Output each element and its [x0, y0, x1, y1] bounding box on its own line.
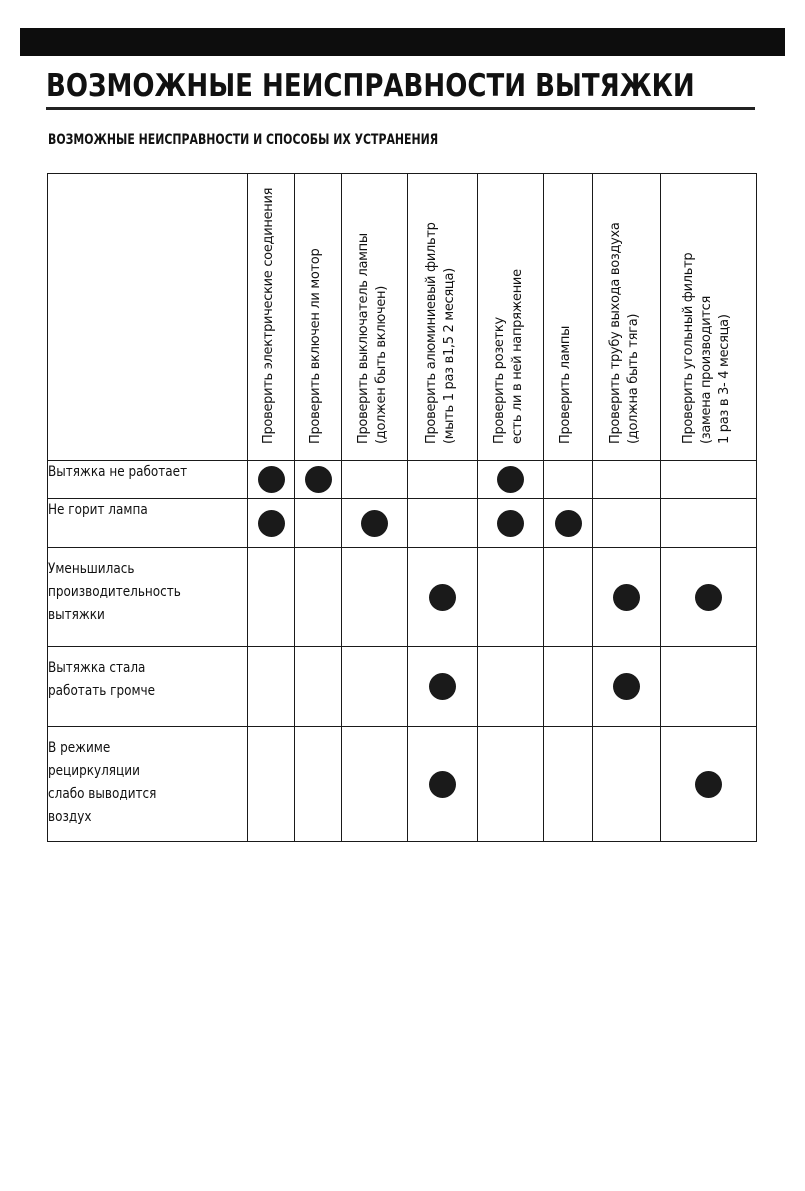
column-header-line: (должен быть включен): [373, 285, 389, 444]
column-header-line: (должна быть тяга): [625, 313, 641, 444]
column-header-7: [593, 174, 661, 461]
check-cell: [593, 499, 661, 548]
filled-circle-icon: [695, 584, 722, 611]
filled-circle-icon: [613, 673, 640, 700]
table-row: [48, 727, 757, 842]
title-underline: [46, 107, 755, 110]
column-header-line: (замена производится: [698, 295, 714, 444]
check-cell: [342, 499, 408, 548]
check-cell: [544, 647, 593, 727]
table-row: [48, 647, 757, 727]
check-cell: [295, 461, 342, 499]
check-cell: [248, 647, 295, 727]
column-header-text: [680, 253, 734, 444]
column-header-text: [355, 233, 391, 444]
column-header-line: (мыть 1 раз в1,5 2 месяца): [441, 268, 457, 444]
column-header-text: [307, 249, 325, 444]
table-header-row: [48, 174, 757, 461]
check-cell: [408, 499, 478, 548]
filled-circle-icon: [305, 466, 332, 493]
check-cell: [248, 461, 295, 499]
check-cell: [408, 461, 478, 499]
check-cell: [593, 461, 661, 499]
check-cell: [544, 499, 593, 548]
column-header-line: Проверить алюминиевый фильтр: [423, 222, 439, 444]
check-cell: [295, 499, 342, 548]
troubleshooting-table: [47, 173, 757, 842]
problem-label-cell: [48, 727, 248, 842]
column-header-line: Проверить розетку: [491, 317, 507, 444]
column-header-6: [544, 174, 593, 461]
column-header-3: [342, 174, 408, 461]
check-cell: [661, 499, 757, 548]
check-cell: [593, 727, 661, 842]
check-cell: [661, 647, 757, 727]
column-header-line: Проверить выключатель лампы: [355, 233, 371, 444]
filled-circle-icon: [497, 510, 524, 537]
check-cell: [295, 548, 342, 647]
check-cell: [295, 727, 342, 842]
check-cell: [248, 727, 295, 842]
check-cell: [342, 461, 408, 499]
table-row: [48, 499, 757, 548]
table-row: [48, 548, 757, 647]
filled-circle-icon: [429, 771, 456, 798]
column-header-text: [491, 269, 527, 444]
problem-label: Не горит лампа: [48, 502, 148, 518]
section-subtitle: ВОЗМОЖНЫЕ НЕИСПРАВНОСТИ И СПОСОБЫ ИХ УСТРАНЕНИЯ: [48, 132, 439, 148]
filled-circle-icon: [258, 510, 285, 537]
column-header-line: Проверить угольный фильтр: [680, 252, 696, 444]
check-cell: [342, 548, 408, 647]
filled-circle-icon: [613, 584, 640, 611]
filled-circle-icon: [361, 510, 388, 537]
check-cell: [342, 727, 408, 842]
check-cell: [478, 727, 544, 842]
filled-circle-icon: [497, 466, 524, 493]
check-cell: [478, 461, 544, 499]
column-header-line: 1 раз в 3- 4 месяца): [716, 314, 732, 444]
check-cell: [478, 647, 544, 727]
column-header-1: [248, 174, 295, 461]
check-cell: [408, 647, 478, 727]
filled-circle-icon: [429, 584, 456, 611]
column-header-text: [423, 222, 459, 444]
filled-circle-icon: [555, 510, 582, 537]
problem-label: В режиме рециркуляции слабо выводится воздух: [48, 740, 157, 825]
table-row: [48, 461, 757, 499]
column-header-2: [295, 174, 342, 461]
column-header-line: Проверить включен ли мотор: [308, 248, 323, 444]
check-cell: [593, 548, 661, 647]
column-header-line: Проверить лампы: [558, 325, 573, 444]
check-cell: [408, 548, 478, 647]
column-header-5: [478, 174, 544, 461]
check-cell: [248, 548, 295, 647]
column-header-text: [557, 326, 575, 444]
column-header-line: есть ли в ней напряжение: [509, 269, 525, 444]
filled-circle-icon: [695, 771, 722, 798]
check-cell: [661, 548, 757, 647]
page-title: ВОЗМОЖНЫЕ НЕИСПРАВНОСТИ ВЫТЯЖКИ: [46, 68, 695, 104]
check-cell: [478, 548, 544, 647]
problem-label-cell: [48, 461, 248, 499]
problem-label-cell: [48, 548, 248, 647]
check-cell: [593, 647, 661, 727]
check-cell: [248, 499, 295, 548]
problem-label: Уменьшилась производительность вытяжки: [48, 561, 181, 623]
problem-label: Вытяжка стала работать громче: [48, 660, 156, 699]
table-corner-cell: [48, 174, 248, 461]
check-cell: [408, 727, 478, 842]
check-cell: [295, 647, 342, 727]
check-cell: [342, 647, 408, 727]
check-cell: [544, 727, 593, 842]
check-cell: [661, 727, 757, 842]
problem-label-cell: [48, 499, 248, 548]
column-header-text: [607, 222, 643, 444]
problem-label: Вытяжка не работает: [48, 464, 188, 480]
check-cell: [478, 499, 544, 548]
column-header-8: [661, 174, 757, 461]
problem-label-cell: [48, 647, 248, 727]
column-header-line: Проверить электрические соединения: [261, 187, 276, 444]
column-header-4: [408, 174, 478, 461]
filled-circle-icon: [429, 673, 456, 700]
check-cell: [661, 461, 757, 499]
header-bar: [20, 28, 785, 56]
check-cell: [544, 461, 593, 499]
filled-circle-icon: [258, 466, 285, 493]
column-header-line: Проверить трубу выхода воздуха: [607, 222, 623, 444]
column-header-text: [260, 188, 278, 444]
check-cell: [544, 548, 593, 647]
